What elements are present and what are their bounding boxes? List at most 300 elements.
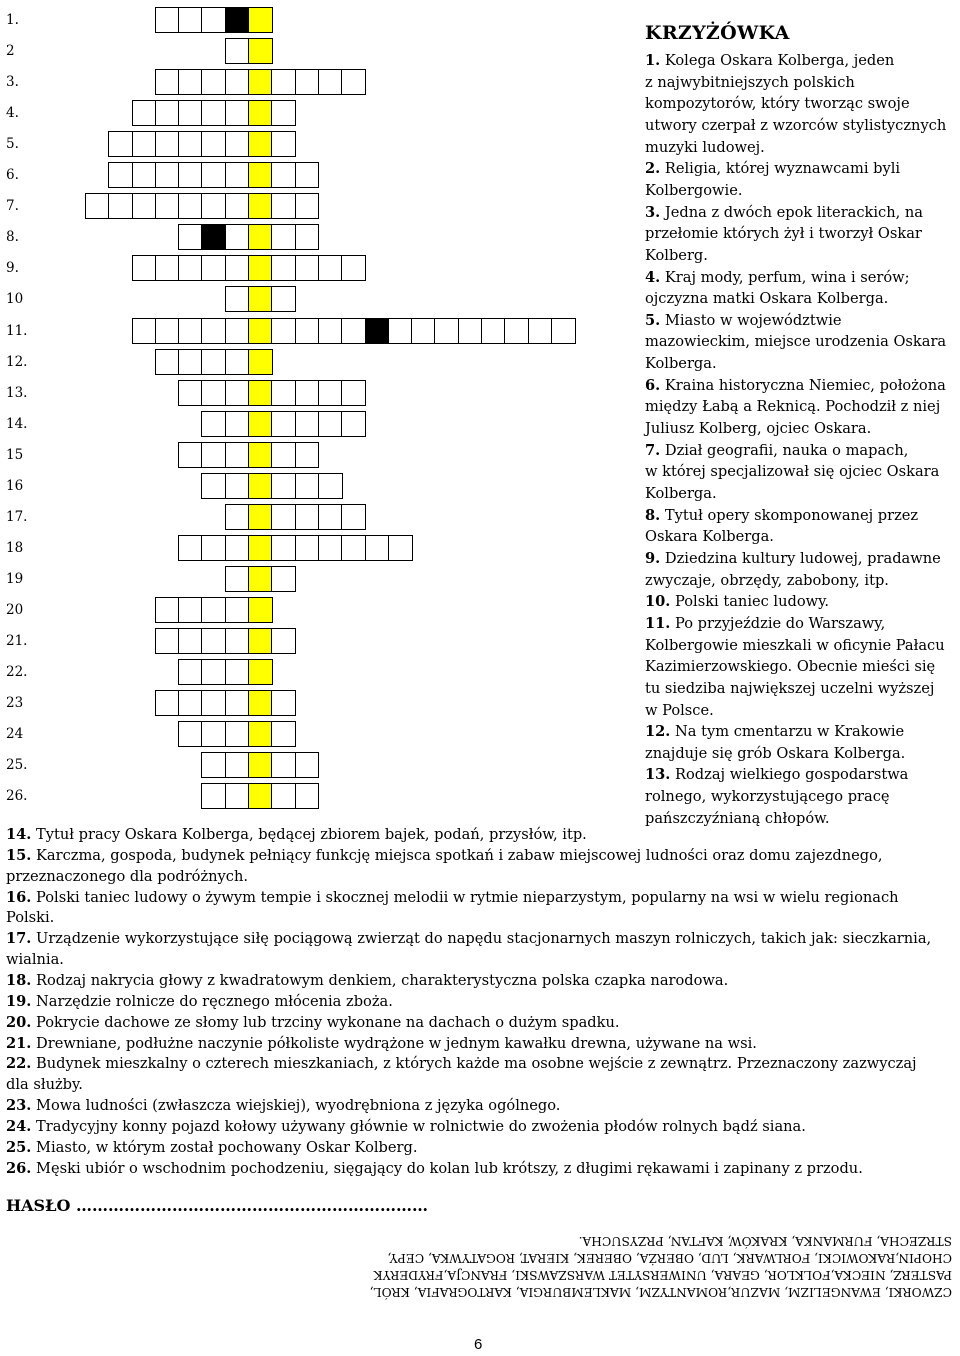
crossword-cell[interactable]: [178, 69, 203, 95]
crossword-key-cell[interactable]: [248, 659, 273, 685]
crossword-key-cell[interactable]: [248, 380, 273, 406]
crossword-cell[interactable]: [155, 162, 180, 188]
crossword-cell[interactable]: [178, 7, 203, 33]
crossword-cell[interactable]: [271, 318, 296, 344]
clue-line: [645, 333, 946, 351]
crossword-cell[interactable]: [341, 380, 366, 406]
crossword-cell[interactable]: [201, 783, 226, 809]
crossword-cell[interactable]: [504, 318, 529, 344]
crossword-cell[interactable]: [295, 473, 320, 499]
crossword-cell[interactable]: [225, 628, 250, 654]
clue-line: [6, 1160, 863, 1178]
clue-text: Męski ubiór o wschodnim pochodzeniu, sięgający do kolan lub krótszy, z długimi rękawami i zapinany z przodu.: [31, 1159, 863, 1177]
crossword-cell[interactable]: [178, 535, 203, 561]
crossword-key-cell[interactable]: [248, 690, 273, 716]
crossword-cell[interactable]: [178, 721, 203, 747]
crossword-cell[interactable]: [132, 318, 157, 344]
crossword-cell[interactable]: [155, 131, 180, 157]
clue-number: 8.: [645, 506, 661, 524]
crossword-cell[interactable]: [271, 721, 296, 747]
password-line: HASŁO …………………………………………………………: [6, 1196, 428, 1215]
clue-text: Kraina historyczna Niemiec, położona: [660, 376, 946, 394]
row-number: 24: [6, 726, 24, 743]
crossword-cell[interactable]: [458, 318, 483, 344]
crossword-cell[interactable]: [318, 255, 343, 281]
clue-line: [645, 658, 935, 676]
crossword-cell[interactable]: [225, 131, 250, 157]
crossword-cell[interactable]: [295, 380, 320, 406]
clue-text: rolnego, wykorzystującego pracę: [645, 788, 890, 806]
crossword-key-cell[interactable]: [248, 473, 273, 499]
crossword-cell[interactable]: [201, 411, 226, 437]
clue-line: [645, 550, 941, 568]
clue-line: [645, 182, 742, 200]
crossword-key-cell[interactable]: [248, 131, 273, 157]
clue-line: [6, 993, 393, 1011]
clue-text: Kolberg.: [645, 246, 708, 264]
crossword-cell[interactable]: [341, 318, 366, 344]
crossword-cell[interactable]: [225, 318, 250, 344]
crossword-cell[interactable]: [178, 628, 203, 654]
crossword-cell[interactable]: [201, 193, 226, 219]
row-number: 22.: [6, 664, 28, 681]
crossword-cell[interactable]: [271, 255, 296, 281]
crossword-cell[interactable]: [225, 255, 250, 281]
crossword-blocked-cell: [365, 318, 390, 344]
crossword-cell[interactable]: [271, 628, 296, 654]
crossword-cell[interactable]: [178, 100, 203, 126]
crossword-cell[interactable]: [271, 286, 296, 312]
clue-line: [645, 290, 888, 308]
crossword-cell[interactable]: [155, 193, 180, 219]
clue-line: [645, 702, 714, 720]
clue-text: Miasto, w którym został pochowany Oskar Kolberg.: [31, 1138, 418, 1156]
clue-text: Polski taniec ludowy o żywym tempie i skocznej melodii w rytmie nieparzystym, popularny na wsi w wielu regionach: [31, 888, 899, 906]
clue-text: mazowieckim, miejsce urodzenia Oskara: [645, 333, 947, 351]
clue-text: Mowa ludności (zwłaszcza wiejskiej), wyodrębniona z języka ogólnego.: [31, 1097, 561, 1115]
crossword-cell[interactable]: [225, 224, 250, 250]
clue-line: [645, 680, 934, 698]
crossword-cell[interactable]: [201, 659, 226, 685]
crossword-cell[interactable]: [225, 473, 250, 499]
crossword-cell[interactable]: [528, 318, 553, 344]
crossword-cell[interactable]: [388, 318, 413, 344]
clue-text: w Polsce.: [645, 701, 714, 719]
crossword-cell[interactable]: [295, 162, 320, 188]
crossword-cell[interactable]: [271, 100, 296, 126]
crossword-key-cell[interactable]: [248, 349, 273, 375]
crossword-cell[interactable]: [201, 318, 226, 344]
crossword-cell[interactable]: [225, 659, 250, 685]
crossword-cell[interactable]: [178, 380, 203, 406]
crossword-cell[interactable]: [225, 193, 250, 219]
crossword-cell[interactable]: [271, 783, 296, 809]
clue-line: [645, 788, 890, 806]
crossword-key-cell[interactable]: [248, 504, 273, 530]
clue-line: [645, 507, 918, 525]
clue-line: [645, 160, 900, 178]
clue-number: 21.: [6, 1034, 32, 1052]
crossword-cell[interactable]: [225, 566, 250, 592]
clue-line: [645, 247, 708, 265]
clue-line: [645, 637, 945, 655]
clue-text: Pokrycie dachowe ze słomy lub trzciny wykonane na dachach o dużym spadku.: [31, 1013, 620, 1031]
row-number: 4.: [6, 105, 19, 122]
crossword-cell[interactable]: [225, 721, 250, 747]
clue-text: Tradycyjny konny pojazd kołowy używany głównie w rolnictwie do zwożenia płodów rolnych bądź siana.: [31, 1117, 806, 1135]
clue-number: 24.: [6, 1117, 32, 1135]
clue-line: [645, 204, 923, 222]
crossword-cell[interactable]: [201, 597, 226, 623]
crossword-cell[interactable]: [271, 752, 296, 778]
clue-text: Dział geografii, nauka o mapach,: [660, 441, 909, 459]
page-title: KRZYŻÓWKA: [645, 22, 790, 44]
clue-text: Jedna z dwóch epok literackich, na: [660, 203, 924, 221]
clue-number: 19.: [6, 992, 32, 1010]
crossword-cell[interactable]: [132, 255, 157, 281]
clue-text: ojczyzna matki Oskara Kolberga.: [645, 290, 889, 308]
crossword-cell[interactable]: [295, 255, 320, 281]
crossword-cell[interactable]: [155, 628, 180, 654]
crossword-cell[interactable]: [295, 318, 320, 344]
crossword-key-cell[interactable]: [248, 193, 273, 219]
crossword-cell[interactable]: [434, 318, 459, 344]
clue-text: tu siedziba największej uczelni wyższej: [645, 679, 935, 697]
crossword-cell[interactable]: [225, 752, 250, 778]
crossword-cell[interactable]: [365, 535, 390, 561]
crossword-cell[interactable]: [295, 752, 320, 778]
crossword-cell[interactable]: [271, 411, 296, 437]
crossword-cell[interactable]: [155, 7, 180, 33]
clue-text: Rodzaj wielkiego gospodarstwa: [670, 766, 909, 784]
crossword-cell[interactable]: [155, 349, 180, 375]
crossword-key-cell[interactable]: [248, 566, 273, 592]
crossword-cell[interactable]: [201, 255, 226, 281]
clue-number: 1.: [645, 52, 661, 69]
clue-text: Narzędzie rolnicze do ręcznego młócenia zboża.: [31, 992, 393, 1010]
crossword-cell[interactable]: [178, 131, 203, 157]
crossword-blocked-cell: [225, 7, 250, 33]
crossword-cell[interactable]: [411, 318, 436, 344]
clue-line: [645, 95, 910, 113]
crossword-cell[interactable]: [225, 597, 250, 623]
crossword-cell[interactable]: [201, 690, 226, 716]
crossword-key-cell[interactable]: [248, 69, 273, 95]
crossword-cell[interactable]: [155, 318, 180, 344]
crossword-cell[interactable]: [295, 535, 320, 561]
clue-line: [645, 528, 774, 546]
clue-number: 7.: [645, 441, 661, 459]
crossword-cell[interactable]: [178, 349, 203, 375]
crossword-cell[interactable]: [271, 535, 296, 561]
row-number: 6.: [6, 167, 19, 184]
crossword-key-cell[interactable]: [248, 628, 273, 654]
crossword-cell[interactable]: [225, 690, 250, 716]
crossword-cell[interactable]: [225, 535, 250, 561]
clue-line: [645, 355, 717, 373]
clue-line: [6, 1014, 620, 1032]
row-number: 2: [6, 43, 15, 60]
clue-line: [6, 1035, 757, 1053]
crossword-cell[interactable]: [271, 131, 296, 157]
crossword-key-cell[interactable]: [248, 597, 273, 623]
crossword-cell[interactable]: [341, 69, 366, 95]
row-number: 17.: [6, 508, 28, 525]
crossword-cell[interactable]: [108, 162, 133, 188]
clue-line: [645, 377, 946, 395]
clue-number: 20.: [6, 1013, 32, 1031]
crossword-key-cell[interactable]: [248, 442, 273, 468]
clue-text: Tytuł pracy Oskara Kolberga, będącej zbiorem bajek, podań, przysłów, itp.: [31, 826, 587, 843]
clue-line: [645, 485, 717, 503]
clue-line: [645, 593, 829, 611]
crossword-cell[interactable]: [295, 224, 320, 250]
clue-line: [645, 398, 940, 416]
clue-line: [645, 442, 908, 460]
clue-text: Kolega Oskara Kolberga, jeden: [660, 52, 895, 69]
clue-number: 16.: [6, 888, 32, 906]
clue-number: 23.: [6, 1097, 32, 1115]
crossword-cell[interactable]: [155, 255, 180, 281]
clue-text: kompozytorów, który tworząc swoje: [645, 95, 910, 113]
crossword-cell[interactable]: [178, 442, 203, 468]
clue-line: [6, 889, 899, 907]
crossword-cell[interactable]: [295, 442, 320, 468]
crossword-cell[interactable]: [155, 100, 180, 126]
crossword-cell[interactable]: [178, 690, 203, 716]
crossword-cell[interactable]: [108, 131, 133, 157]
crossword-cell[interactable]: [271, 504, 296, 530]
page-number: 6: [474, 1336, 483, 1353]
clue-line: [6, 1097, 560, 1115]
clue-line: [645, 463, 939, 481]
clue-text: dla służby.: [6, 1076, 83, 1094]
crossword-cell[interactable]: [201, 442, 226, 468]
crossword-cell[interactable]: [225, 286, 250, 312]
clue-text: Karczma, gospoda, budynek pełniący funkcję miejsca spotkań i zabaw miejscowej ludności oraz domu zajezdnego,: [31, 846, 883, 864]
clue-text: w której specjalizował się ojciec Oskara: [645, 463, 940, 481]
clue-number: 18.: [6, 971, 32, 989]
clue-line: [6, 1139, 417, 1157]
clue-line: [6, 951, 64, 969]
row-number: 23: [6, 695, 24, 712]
clue-text: znajduje się grób Oskara Kolberga.: [645, 744, 906, 762]
crossword-cell[interactable]: [201, 7, 226, 33]
clue-line: [645, 766, 908, 784]
row-number: 11.: [6, 322, 28, 339]
crossword-cell[interactable]: [318, 318, 343, 344]
clue-number: 3.: [645, 203, 661, 221]
clue-number: 22.: [6, 1055, 32, 1073]
crossword-cell[interactable]: [318, 535, 343, 561]
crossword-cell[interactable]: [481, 318, 506, 344]
crossword-key-cell[interactable]: [248, 783, 273, 809]
clue-text: Juliusz Kolberg, ojciec Oskara.: [645, 420, 872, 438]
row-number: 3.: [6, 74, 19, 91]
crossword-cell[interactable]: [132, 100, 157, 126]
crossword-key-cell[interactable]: [248, 7, 273, 33]
clue-line: [6, 1118, 806, 1136]
clue-text: Kolberga.: [645, 485, 717, 502]
crossword-key-cell[interactable]: [248, 162, 273, 188]
crossword-cell[interactable]: [225, 100, 250, 126]
crossword-cell[interactable]: [155, 597, 180, 623]
crossword-cell[interactable]: [271, 566, 296, 592]
clue-line: [645, 572, 889, 590]
clue-number: 9.: [645, 549, 661, 567]
crossword-cell[interactable]: [271, 380, 296, 406]
crossword-key-cell[interactable]: [248, 100, 273, 126]
crossword-cell[interactable]: [225, 38, 250, 64]
row-number: 16: [6, 477, 24, 494]
crossword-cell[interactable]: [225, 69, 250, 95]
crossword-cell[interactable]: [295, 783, 320, 809]
clue-number: 13.: [645, 766, 671, 784]
crossword-cell[interactable]: [295, 504, 320, 530]
crossword-cell[interactable]: [318, 411, 343, 437]
crossword-cell[interactable]: [318, 504, 343, 530]
row-number: 7.: [6, 198, 19, 215]
crossword-cell[interactable]: [178, 597, 203, 623]
crossword-cell[interactable]: [132, 162, 157, 188]
clue-line: [645, 312, 842, 330]
clue-line: [645, 117, 946, 135]
clue-number: 14.: [6, 826, 32, 843]
crossword-cell[interactable]: [201, 473, 226, 499]
crossword-cell[interactable]: [341, 411, 366, 437]
crossword-cell[interactable]: [295, 69, 320, 95]
clue-text: Kolbergowie.: [645, 181, 743, 199]
crossword-cell[interactable]: [225, 162, 250, 188]
crossword-cell[interactable]: [155, 690, 180, 716]
crossword-cell[interactable]: [201, 69, 226, 95]
clue-text: między Łabą a Reknicą. Pochodził z niej: [645, 398, 941, 416]
clue-text: Kolberga.: [645, 355, 717, 373]
crossword-cell[interactable]: [318, 473, 343, 499]
crossword-cell[interactable]: [201, 131, 226, 157]
row-number: 5.: [6, 136, 19, 153]
crossword-cell[interactable]: [201, 100, 226, 126]
clue-text: Kraj mody, perfum, wina i serów;: [660, 268, 910, 286]
crossword-key-cell[interactable]: [248, 224, 273, 250]
crossword-cell[interactable]: [178, 318, 203, 344]
row-number: 25.: [6, 757, 28, 774]
crossword-cell[interactable]: [225, 349, 250, 375]
crossword-cell[interactable]: [341, 535, 366, 561]
crossword-cell[interactable]: [178, 255, 203, 281]
crossword-key-cell[interactable]: [248, 752, 273, 778]
crossword-key-cell[interactable]: [248, 38, 273, 64]
row-number: 14.: [6, 415, 28, 432]
crossword-cell[interactable]: [85, 193, 110, 219]
crossword-cell[interactable]: [341, 504, 366, 530]
clue-text: Tytuł opery skomponowanej przez: [660, 506, 919, 524]
row-number: 19: [6, 570, 24, 587]
clue-text: przeznaczonego dla podróżnych.: [6, 867, 249, 885]
clue-text: utwory czerpał z wzorców stylistycznych: [645, 116, 947, 134]
crossword-cell[interactable]: [178, 162, 203, 188]
clue-line: [645, 225, 922, 243]
crossword-cell[interactable]: [155, 69, 180, 95]
crossword-cell[interactable]: [271, 473, 296, 499]
crossword-cell[interactable]: [178, 193, 203, 219]
crossword-cell[interactable]: [271, 442, 296, 468]
row-number: 15: [6, 446, 24, 463]
clue-text: Na tym cmentarzu w Krakowie: [670, 723, 905, 741]
clue-text: pańszczyźnianą chłopów.: [645, 809, 830, 827]
crossword-cell[interactable]: [318, 380, 343, 406]
crossword-cell[interactable]: [201, 349, 226, 375]
crossword-cell[interactable]: [108, 193, 133, 219]
crossword-cell[interactable]: [295, 411, 320, 437]
clue-line: [645, 269, 910, 287]
clue-text: muzyki ludowej.: [645, 138, 765, 156]
crossword-cell[interactable]: [225, 380, 250, 406]
clue-number: 26.: [6, 1159, 32, 1177]
crossword-key-cell[interactable]: [248, 318, 273, 344]
crossword-cell[interactable]: [178, 224, 203, 250]
crossword-cell[interactable]: [201, 380, 226, 406]
crossword-cell[interactable]: [271, 224, 296, 250]
clue-line: [6, 868, 248, 886]
row-number: 26.: [6, 788, 28, 805]
clue-line: [645, 810, 830, 828]
crossword-cell[interactable]: [271, 193, 296, 219]
clue-line: [645, 139, 765, 157]
clue-number: 2.: [645, 160, 661, 178]
crossword-cell[interactable]: [225, 783, 250, 809]
crossword-cell[interactable]: [132, 193, 157, 219]
crossword-key-cell[interactable]: [248, 255, 273, 281]
crossword-cell[interactable]: [225, 411, 250, 437]
clue-text: Drewniane, podłużne naczynie półkoliste wydrążone w jednym kawałku drewna, używane na wsi.: [31, 1034, 757, 1052]
clue-text: Polski taniec ludowy.: [670, 593, 830, 611]
clue-text: Urządzenie wykorzystujące siłę pociągową zwierząt do napędu stacjonarnych maszyn rolniczych, takich jak: sieczkarnia,: [31, 930, 932, 948]
crossword-cell[interactable]: [271, 69, 296, 95]
crossword-cell[interactable]: [271, 162, 296, 188]
row-number: 9.: [6, 260, 19, 277]
crossword-cell[interactable]: [201, 535, 226, 561]
crossword-cell[interactable]: [225, 442, 250, 468]
crossword-key-cell[interactable]: [248, 721, 273, 747]
crossword-cell[interactable]: [341, 255, 366, 281]
crossword-cell[interactable]: [201, 721, 226, 747]
crossword-cell[interactable]: [132, 131, 157, 157]
clue-text: Religia, której wyznawcami byli: [660, 160, 901, 178]
crossword-cell[interactable]: [388, 535, 413, 561]
crossword-key-cell[interactable]: [248, 535, 273, 561]
crossword-cell[interactable]: [178, 659, 203, 685]
clue-text: Dziedzina kultury ludowej, pradawne: [660, 549, 941, 567]
clue-line: [6, 972, 728, 990]
row-number: 1.: [6, 12, 19, 28]
clue-number: 12.: [645, 723, 671, 741]
crossword-cell[interactable]: [271, 690, 296, 716]
crossword-cell[interactable]: [201, 162, 226, 188]
crossword-key-cell[interactable]: [248, 411, 273, 437]
clue-number: 11.: [645, 614, 671, 632]
clue-number: 6.: [645, 376, 661, 394]
crossword-cell[interactable]: [551, 318, 576, 344]
crossword-cell[interactable]: [225, 504, 250, 530]
row-number: 13.: [6, 384, 28, 401]
crossword-cell[interactable]: [318, 69, 343, 95]
crossword-cell[interactable]: [295, 193, 320, 219]
crossword-cell[interactable]: [201, 628, 226, 654]
crossword-key-cell[interactable]: [248, 286, 273, 312]
crossword-cell[interactable]: [201, 752, 226, 778]
crossword-blocked-cell: [201, 224, 226, 250]
